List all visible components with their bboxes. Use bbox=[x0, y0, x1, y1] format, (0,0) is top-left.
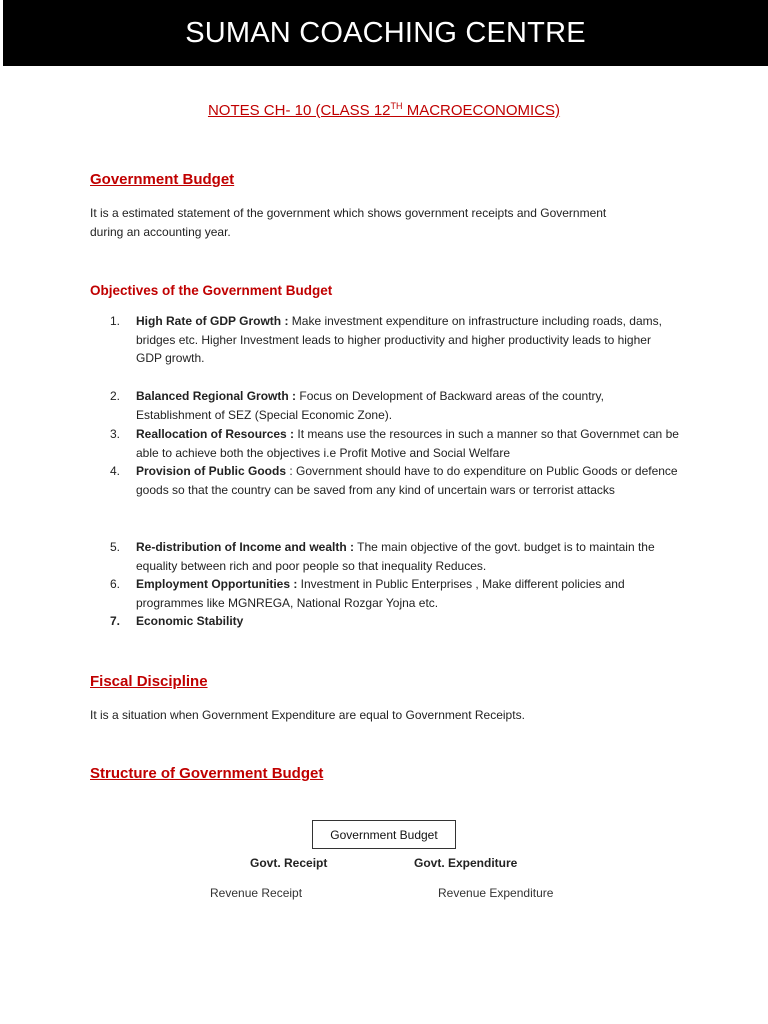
definition-line-1: It is a estimated statement of the government which shows government receipts and Government bbox=[90, 206, 607, 220]
fiscal-discipline-definition: It is a situation when Government Expenditure are equal to Government Receipts. bbox=[90, 708, 525, 722]
definition-line-2: during an accounting year. bbox=[90, 225, 231, 239]
objective-number: 1. bbox=[110, 314, 121, 328]
fiscal-discipline-heading: Fiscal Discipline bbox=[90, 673, 208, 690]
objective-item bbox=[110, 462, 680, 499]
objective-item bbox=[110, 425, 680, 462]
objective-title: Balanced Regional Growth : bbox=[136, 389, 297, 403]
objectives-heading: Objectives of the Government Budget bbox=[90, 283, 333, 298]
objective-text: It means use the resources in such a manner so that Governmet can be able to achieve both the objectives i.e Profit Motive and Social Welfare bbox=[136, 427, 679, 460]
objective-text: Investment in Public Enterprises , Make different policies and programmes like MGNREGA, National Rozgar Yojna etc. bbox=[136, 577, 625, 610]
header-title: SUMAN COACHING CENTRE bbox=[185, 16, 586, 49]
govt-receipt-node: Govt. Receipt bbox=[250, 856, 328, 870]
objective-item bbox=[110, 312, 680, 368]
revenue-receipt-node: Revenue Receipt bbox=[210, 886, 303, 900]
notes-title-prefix: NOTES CH- 10 (CLASS 12 bbox=[207, 102, 391, 119]
objective-title: Reallocation of Resources : bbox=[136, 427, 295, 441]
objective-item bbox=[110, 387, 680, 424]
budget-root-box: Government Budget bbox=[312, 820, 456, 849]
objective-title: High Rate of GDP Growth : bbox=[136, 314, 289, 328]
objective-title: Employment Opportunities : bbox=[136, 577, 298, 591]
government-budget-heading: Government Budget bbox=[90, 171, 235, 188]
header-banner bbox=[3, 0, 768, 66]
objective-number: 2. bbox=[110, 389, 121, 403]
government-budget-definition bbox=[90, 204, 670, 242]
objective-number: 7. bbox=[110, 614, 121, 628]
revenue-expenditure-node: Revenue Expenditure bbox=[438, 886, 554, 900]
objective-text: The main objective of the govt. budget is to maintain the equality between rich and poor people so that inequality Reduces. bbox=[136, 540, 655, 573]
objective-number: 5. bbox=[110, 540, 121, 554]
objective-title: Re-distribution of Income and wealth : bbox=[136, 540, 355, 554]
objective-item bbox=[110, 575, 680, 612]
objective-number: 6. bbox=[110, 577, 121, 591]
objective-text: : Government should have to do expenditure on Public Goods or defence goods so that the country can be saved from any kind of uncertain wars or terrorist attacks bbox=[136, 464, 678, 497]
objective-number: 4. bbox=[110, 464, 121, 478]
objective-title: Provision of Public Goods bbox=[136, 464, 287, 478]
notes-title-superscript: TH bbox=[390, 101, 403, 111]
objective-number: 3. bbox=[110, 427, 121, 441]
govt-expenditure-node: Govt. Expenditure bbox=[414, 856, 518, 870]
structure-heading: Structure of Government Budget bbox=[90, 765, 324, 782]
notes-title bbox=[0, 101, 768, 119]
notes-title-suffix: MACROECONOMICS) bbox=[402, 102, 561, 119]
objective-item bbox=[110, 612, 680, 631]
objective-title: Economic Stability bbox=[136, 614, 244, 628]
objective-text: Focus on Development of Backward areas of the country, Establishment of SEZ (Special Economic Zone). bbox=[136, 389, 604, 422]
objective-text: Make investment expenditure on infrastructure including roads, dams, bridges etc. Higher Investment leads to higher productivity and higher productivity leads to higher GDP growth. bbox=[136, 314, 662, 365]
objective-item bbox=[110, 538, 680, 575]
